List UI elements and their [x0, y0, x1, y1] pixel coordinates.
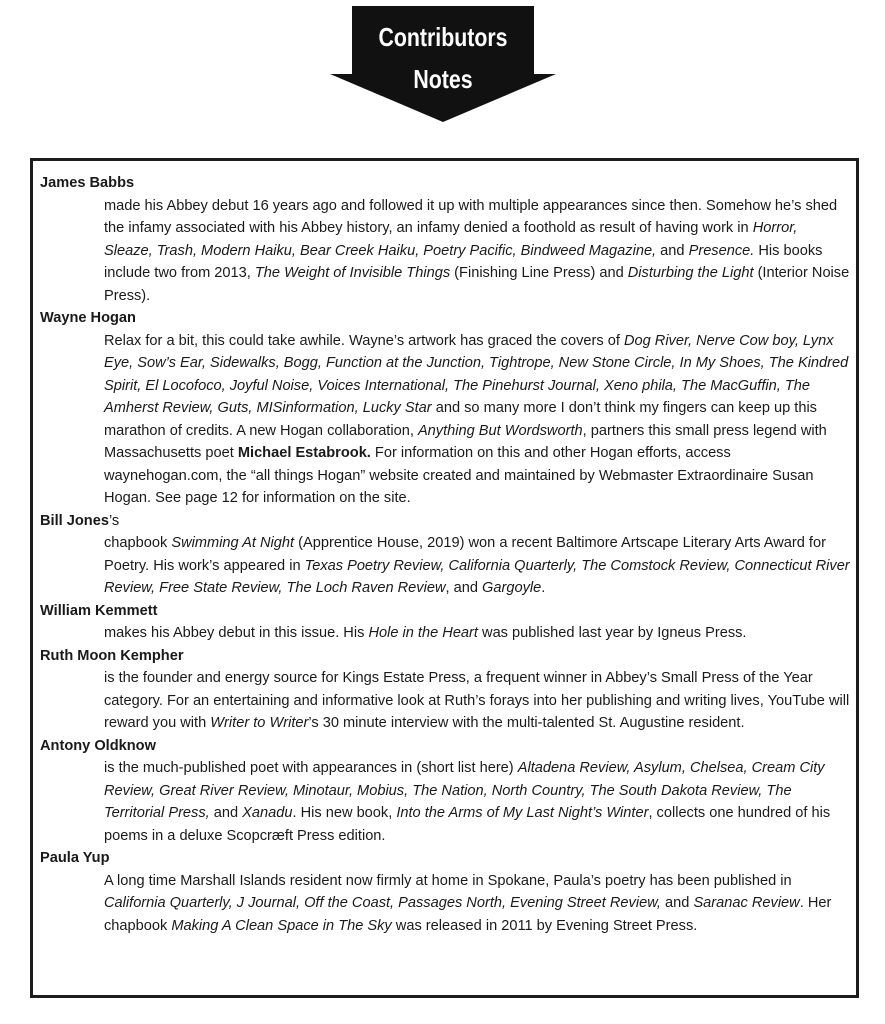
contributor-bio [40, 870, 850, 938]
bio-italic-text: Gargoyle [482, 580, 542, 596]
bio-italic-text: Presence. [688, 242, 755, 259]
bio-italic-text: Texas Poetry Review, California Quarterly, The Comstock Review, Connecticut River Review, Free State Review, The Loch Raven Review [104, 557, 850, 596]
contributor-entry [40, 645, 850, 735]
contributor-bio [40, 667, 850, 735]
contributor-name [40, 645, 850, 668]
bio-text: , partners this small press legend with Massachusetts poet [104, 422, 827, 461]
contributor-entry [40, 600, 850, 645]
contributor-name [40, 735, 850, 758]
bio-italic-text: Disturbing the Light [627, 265, 754, 281]
contributor-name [40, 600, 850, 623]
bio-italic-text: Xanadu [242, 805, 293, 821]
bio-text: and [209, 805, 243, 821]
bio-text: chapbook [104, 535, 172, 551]
bio-italic-text: Dog River, Nerve Cow boy, Lynx Eye, Sow’s Ear, Sidewalks, Bogg, Function at the Junction, Tightrope, New Stone Circle, In My Shoes, The Kindred Spirit, El Locofoco, Joyful Noise, Voices International, The Pinehurst Journal, Xeno phila, The MacGuffin, The Amherst Review, Guts, MISinformation, Lucky Star [104, 332, 849, 416]
contributor-name-suffix: ’s [108, 512, 120, 529]
bio-text: and [656, 242, 689, 259]
bio-italic-text: Writer to Writer [210, 715, 309, 731]
bio-bold-text: Michael Estabrook. [237, 445, 371, 461]
bio-text: (Finishing Line Press) and [450, 265, 628, 281]
bio-text: was released in 2011 by Evening Street Press. [391, 917, 698, 934]
contributor-entry [40, 735, 850, 848]
bio-text: , collects one hundred of his poems in a deluxe Scopcræft Press edition. [104, 805, 831, 844]
bio-italic-text: Swimming At Night [171, 535, 295, 551]
bio-italic-text: Making A Clean Space in The Sky [171, 917, 392, 934]
bio-text: (Apprentice House, 2019) won a recent Baltimore Artscape Literary Arts Award for Poetry. His work’s appeared in [104, 535, 826, 574]
bio-text: made his Abbey debut 16 years ago and followed it up with multiple appearances since then. Somehow he’s shed the infamy associated with his Abbey history, an infamy denied a foothold as result of having work in [104, 197, 838, 236]
bio-text: and [660, 895, 694, 911]
bio-text: makes his Abbey debut in this issue. His [104, 625, 369, 641]
bio-italic-text: California Quarterly, J Journal, Off the Coast, Passages North, Evening Street Review, [104, 895, 661, 911]
contributor-list [40, 172, 850, 937]
contributor-name [40, 510, 850, 533]
contributor-name-text: Wayne Hogan [40, 310, 136, 326]
bio-text: and so many more I don’t think my fingers can keep up this marathon of credits. A new Hogan collaboration, [104, 400, 817, 439]
bio-text: is the founder and energy source for Kings Estate Press, a frequent winner in Abbey’s Small Press of the Year category. For an entertaining and informative look at Ruth’s forays into her publishing and writing lives, YouTube will reward you with [104, 670, 850, 731]
bio-italic-text: Anything But Wordsworth [417, 422, 583, 439]
title-arrow-banner [330, 6, 556, 122]
contributor-bio [40, 622, 850, 645]
contributor-bio [40, 330, 850, 510]
bio-text: . His new book, [292, 805, 397, 821]
contributor-name-text: Antony Oldknow [40, 737, 156, 754]
bio-text: . [541, 580, 546, 596]
page-title-line1: Contributors [378, 22, 508, 52]
bio-text: For information on this and other Hogan efforts, access waynehogan.com, the “all things Hogan” website created and maintained by Webmaster Extraordinaire Susan Hogan. See page 12 for information on the site. [104, 445, 814, 506]
contributor-bio [40, 532, 850, 600]
contributor-entry [40, 510, 850, 600]
bio-italic-text: The Weight of Invisible Things [254, 265, 451, 281]
bio-text: (Interior Noise Press). [104, 265, 850, 304]
page-title-line2: Notes [413, 64, 473, 94]
contributor-entry [40, 172, 850, 307]
contributor-name [40, 847, 850, 870]
contributor-name-text: William Kemmett [40, 602, 158, 619]
bio-italic-text: Horror, Sleaze, Trash, Modern Haiku, Bear Creek Haiku, Poetry Pacific, Bindweed Magazine, [104, 220, 798, 259]
bio-italic-text: Saranac Review [693, 895, 800, 911]
contributor-entry [40, 307, 850, 510]
bio-text: was published last year by Igneus Press. [477, 625, 747, 641]
bio-text: . Her chapbook [104, 895, 832, 934]
contributor-name [40, 172, 850, 195]
contributor-name-text: Bill Jones [40, 512, 109, 529]
bio-text: ’s 30 minute interview with the multi-talented St. Augustine resident. [308, 715, 745, 731]
contributor-entry [40, 847, 850, 937]
bio-text: His books include two from 2013, [104, 242, 823, 281]
contributor-name [40, 307, 850, 330]
bio-text: is the much-published poet with appearances in (short list here) [104, 760, 518, 776]
bio-italic-text: Into the Arms of My Last Night’s Winter [396, 805, 649, 821]
bio-italic-text: Hole in the Heart [368, 625, 478, 641]
contributor-bio [40, 195, 850, 308]
contributor-name-text: Ruth Moon Kempher [40, 647, 184, 664]
contributor-name-text: Paula Yup [40, 850, 110, 866]
contributor-name-text: James Babbs [40, 175, 135, 191]
bio-italic-text: Altadena Review, Asylum, Chelsea, Cream City Review, Great River Review, Minotaur, Mobius, The Nation, North Country, The South Dakota Review, The Territorial Press, [104, 760, 825, 821]
bio-text: A long time Marshall Islands resident now firmly at home in Spokane, Paula’s poetry has been published in [104, 872, 792, 889]
bio-text: Relax for a bit, this could take awhile. Wayne’s artwork has graced the covers of [104, 332, 624, 349]
bio-text: , and [445, 580, 483, 596]
contributor-bio [40, 757, 850, 847]
